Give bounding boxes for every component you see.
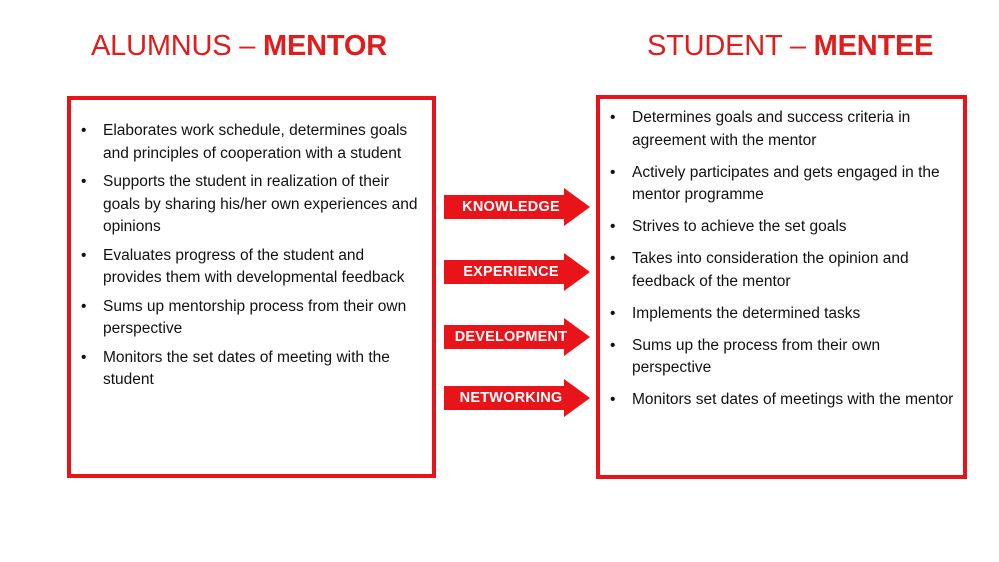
list-item: • Supports the student in realization of their goals by sharing his/her own experiences and opinions xyxy=(79,171,424,239)
arrow-label: KNOWLEDGE xyxy=(462,199,560,215)
mentor-list xyxy=(79,120,424,392)
arrow-label: DEVELOPMENT xyxy=(454,329,568,345)
list-item: • Sums up mentorship process from their own perspective xyxy=(79,296,424,341)
mentor-title xyxy=(91,30,387,63)
mentor-title-prefix: ALUMNUS – xyxy=(91,30,264,62)
list-item: • Actively participates and gets engaged in the mentor programme xyxy=(608,162,955,207)
arrow-label: NETWORKING xyxy=(459,390,563,406)
arrow-label: EXPERIENCE xyxy=(463,264,559,280)
list-item: • Elaborates work schedule, determines goals and principles of cooperation with a student xyxy=(79,120,424,165)
list-item: • Monitors the set dates of meeting with the student xyxy=(79,347,424,392)
mentor-title-bold: MENTOR xyxy=(263,30,387,62)
list-item: • Takes into consideration the opinion and feedback of the mentor xyxy=(608,248,955,293)
list-item: • Evaluates progress of the student and provides them with developmental feedback xyxy=(79,245,424,290)
list-item: • Strives to achieve the set goals xyxy=(608,216,955,239)
arrow-development xyxy=(444,318,590,356)
mentee-list xyxy=(608,107,955,412)
mentee-title xyxy=(647,30,933,63)
list-item: • Monitors set dates of meetings with the mentor xyxy=(608,389,955,412)
mentee-title-prefix: STUDENT – xyxy=(647,30,814,62)
arrow-knowledge xyxy=(444,188,590,226)
list-item: • Implements the determined tasks xyxy=(608,303,955,326)
list-item: • Determines goals and success criteria in agreement with the mentor xyxy=(608,107,955,152)
list-item: • Sums up the process from their own perspective xyxy=(608,335,955,380)
arrow-experience xyxy=(444,253,590,291)
arrow-networking xyxy=(444,379,590,417)
mentee-title-bold: MENTEE xyxy=(813,30,934,62)
mentor-box xyxy=(67,96,436,478)
mentee-box xyxy=(596,95,967,479)
